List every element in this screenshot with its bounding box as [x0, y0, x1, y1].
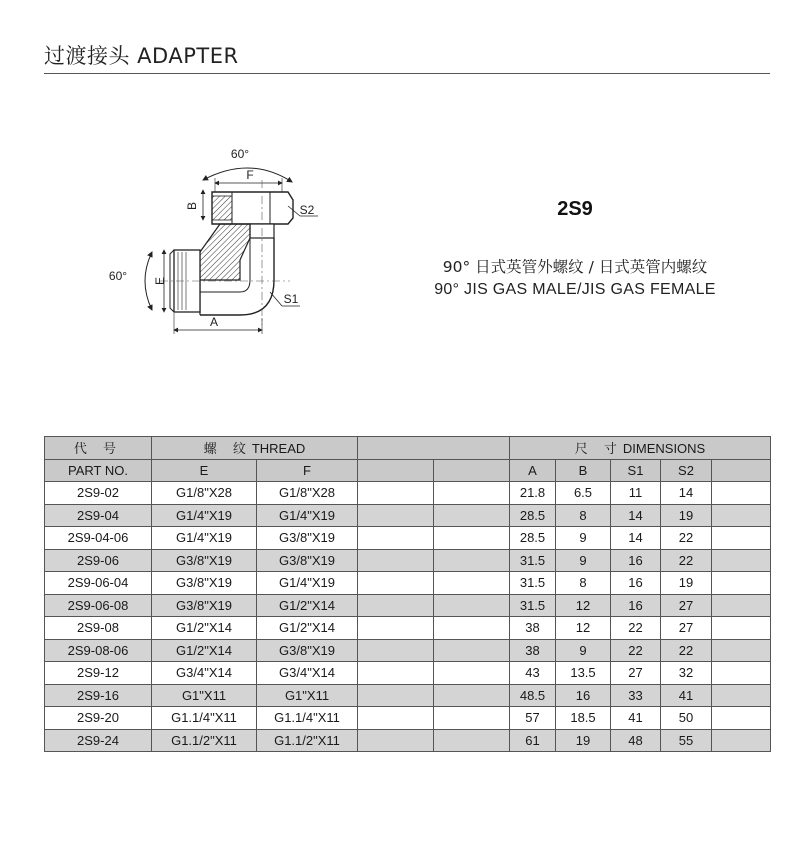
e-cell: G3/8"X19: [152, 549, 257, 572]
blank-cell: [712, 684, 771, 707]
b-cell: 19: [556, 729, 611, 752]
blank-cell: [434, 572, 510, 595]
e-cell: G1/4"X19: [152, 504, 257, 527]
s1-header: S1: [611, 459, 661, 482]
f-cell: G3/8"X19: [257, 639, 358, 662]
a-cell: 38: [510, 639, 556, 662]
s2-cell: 32: [661, 662, 712, 685]
a-cell: 31.5: [510, 549, 556, 572]
dimensions-header: 尺 寸DIMENSIONS: [510, 437, 771, 460]
e-cell: G3/4"X14: [152, 662, 257, 685]
part-cell: 2S9-04-06: [45, 527, 152, 550]
b-cell: 8: [556, 504, 611, 527]
table-row: [45, 639, 771, 662]
s1-cell: 16: [611, 594, 661, 617]
blank-cell: [712, 639, 771, 662]
b-cell: 16: [556, 684, 611, 707]
specification-table: [44, 436, 771, 752]
blank-cell: [358, 504, 434, 527]
s2-header: S2: [661, 459, 712, 482]
blank-cell: [712, 729, 771, 752]
angle-top-label: 60°: [230, 147, 250, 161]
a-cell: 43: [510, 662, 556, 685]
angle-left-label: 60°: [108, 269, 128, 283]
b-label: B: [185, 201, 199, 211]
code-header-cn: 代 号: [45, 437, 152, 460]
table-row: [45, 549, 771, 572]
table-row: [45, 482, 771, 505]
a-cell: 57: [510, 707, 556, 730]
f-label: F: [246, 168, 254, 182]
blank-cell: [712, 527, 771, 550]
blank-cell: [358, 617, 434, 640]
blank-cell: [434, 729, 510, 752]
s2-cell: 41: [661, 684, 712, 707]
a-cell: 61: [510, 729, 556, 752]
s2-cell: 19: [661, 572, 712, 595]
s1-cell: 14: [611, 527, 661, 550]
fitting-drawing: [100, 140, 340, 340]
e-cell: G3/8"X19: [152, 594, 257, 617]
b-header: B: [556, 459, 611, 482]
blank-header: [358, 437, 510, 460]
s1-cell: 16: [611, 572, 661, 595]
table-row: [45, 617, 771, 640]
f-cell: G1.1/2"X11: [257, 729, 358, 752]
f-cell: G1"X11: [257, 684, 358, 707]
f-cell: G1/8"X28: [257, 482, 358, 505]
f-header: F: [257, 459, 358, 482]
blank-cell: [358, 707, 434, 730]
part-cell: 2S9-04: [45, 504, 152, 527]
e-cell: G3/8"X19: [152, 572, 257, 595]
blank-cell: [712, 617, 771, 640]
b-cell: 9: [556, 639, 611, 662]
a-cell: 48.5: [510, 684, 556, 707]
blank-cell: [712, 549, 771, 572]
blank-cell: [712, 572, 771, 595]
table-row: [45, 527, 771, 550]
s2-cell: 14: [661, 482, 712, 505]
model-code: 2S9: [557, 198, 593, 220]
s1-cell: 22: [611, 617, 661, 640]
a-cell: 28.5: [510, 504, 556, 527]
b-cell: 8: [556, 572, 611, 595]
blank-cell: [712, 482, 771, 505]
table-row: [45, 504, 771, 527]
s1-cell: 27: [611, 662, 661, 685]
s1-cell: 41: [611, 707, 661, 730]
blank-cell: [358, 527, 434, 550]
s1-cell: 16: [611, 549, 661, 572]
blank-cell: [358, 729, 434, 752]
s1-cell: 14: [611, 504, 661, 527]
f-cell: G1/2"X14: [257, 617, 358, 640]
blank-cell: [712, 594, 771, 617]
table-header-row-1: [45, 437, 771, 460]
s1-cell: 48: [611, 729, 661, 752]
a-header: A: [510, 459, 556, 482]
blank-cell: [434, 594, 510, 617]
blank-cell: [712, 662, 771, 685]
b-cell: 12: [556, 594, 611, 617]
blank-cell: [434, 504, 510, 527]
blank-header-2: [434, 459, 510, 482]
s2-cell: 22: [661, 639, 712, 662]
e-cell: G1.1/4"X11: [152, 707, 257, 730]
s2-cell: 27: [661, 594, 712, 617]
blank-cell: [712, 707, 771, 730]
blank-cell: [358, 572, 434, 595]
part-cell: 2S9-02: [45, 482, 152, 505]
table-header-row-2: [45, 459, 771, 482]
blank-cell: [434, 549, 510, 572]
part-cell: 2S9-24: [45, 729, 152, 752]
blank-header-3: [712, 459, 771, 482]
part-no-header: PART NO.: [45, 459, 152, 482]
f-cell: G3/4"X14: [257, 662, 358, 685]
part-cell: 2S9-06-08: [45, 594, 152, 617]
elbow-fitting-diagram: [100, 140, 340, 340]
a-cell: 38: [510, 617, 556, 640]
e-header: E: [152, 459, 257, 482]
s2-cell: 22: [661, 549, 712, 572]
table-row: [45, 684, 771, 707]
blank-cell: [434, 482, 510, 505]
blank-cell: [358, 639, 434, 662]
a-cell: 31.5: [510, 572, 556, 595]
part-cell: 2S9-16: [45, 684, 152, 707]
e-label: E: [153, 276, 167, 286]
part-cell: 2S9-08: [45, 617, 152, 640]
blank-cell: [358, 662, 434, 685]
description-chinese: 90° 日式英管外螺纹 / 日式英管内螺纹: [442, 258, 708, 276]
s1-cell: 22: [611, 639, 661, 662]
part-cell: 2S9-06-04: [45, 572, 152, 595]
b-cell: 9: [556, 527, 611, 550]
blank-cell: [434, 639, 510, 662]
e-cell: G1"X11: [152, 684, 257, 707]
blank-cell: [358, 482, 434, 505]
e-cell: G1/8"X28: [152, 482, 257, 505]
e-cell: G1.1/2"X11: [152, 729, 257, 752]
b-cell: 18.5: [556, 707, 611, 730]
part-cell: 2S9-12: [45, 662, 152, 685]
s2-cell: 22: [661, 527, 712, 550]
blank-cell: [358, 594, 434, 617]
blank-cell: [434, 527, 510, 550]
blank-cell: [434, 617, 510, 640]
s1-label: S1: [283, 292, 299, 306]
f-cell: G1.1/4"X11: [257, 707, 358, 730]
s1-cell: 33: [611, 684, 661, 707]
f-cell: G1/2"X14: [257, 594, 358, 617]
f-cell: G1/4"X19: [257, 504, 358, 527]
table-row: [45, 662, 771, 685]
blank-cell: [434, 707, 510, 730]
blank-cell: [434, 684, 510, 707]
s2-cell: 55: [661, 729, 712, 752]
a-cell: 31.5: [510, 594, 556, 617]
table-row: [45, 572, 771, 595]
blank-cell: [358, 684, 434, 707]
f-cell: G1/4"X19: [257, 572, 358, 595]
table-row: [45, 707, 771, 730]
thread-header: 螺 纹THREAD: [152, 437, 358, 460]
part-cell: 2S9-08-06: [45, 639, 152, 662]
s2-cell: 19: [661, 504, 712, 527]
part-cell: 2S9-06: [45, 549, 152, 572]
e-cell: G1/2"X14: [152, 617, 257, 640]
b-cell: 13.5: [556, 662, 611, 685]
title-divider: [44, 73, 770, 74]
a-cell: 28.5: [510, 527, 556, 550]
a-cell: 21.8: [510, 482, 556, 505]
blank-cell: [358, 549, 434, 572]
b-cell: 12: [556, 617, 611, 640]
description-english: 90° JIS GAS MALE/JIS GAS FEMALE: [434, 281, 716, 298]
s2-label: S2: [299, 203, 315, 217]
b-cell: 9: [556, 549, 611, 572]
f-cell: G3/8"X19: [257, 549, 358, 572]
blank-cell: [712, 504, 771, 527]
blank-cell: [434, 662, 510, 685]
e-cell: G1/4"X19: [152, 527, 257, 550]
s1-cell: 11: [611, 482, 661, 505]
table-row: [45, 594, 771, 617]
e-cell: G1/2"X14: [152, 639, 257, 662]
table-row: [45, 729, 771, 752]
blank-header-1: [358, 459, 434, 482]
b-cell: 6.5: [556, 482, 611, 505]
s2-cell: 27: [661, 617, 712, 640]
a-label: A: [209, 315, 219, 329]
s2-cell: 50: [661, 707, 712, 730]
part-cell: 2S9-20: [45, 707, 152, 730]
page-title: 过渡接头 ADAPTER: [44, 44, 239, 68]
f-cell: G3/8"X19: [257, 527, 358, 550]
